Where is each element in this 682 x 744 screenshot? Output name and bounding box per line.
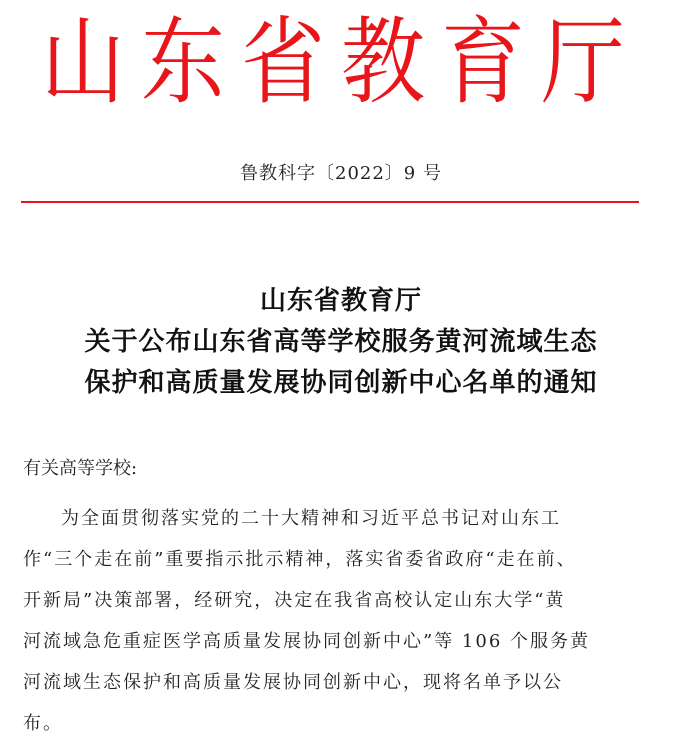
- paragraph-line: 河流域急危重症医学高质量发展协同创新中心”等 106 个服务黄: [23, 631, 590, 652]
- salutation: 有关高等学校:: [23, 458, 138, 479]
- document-number: 鲁教科字〔2022〕9 号: [240, 163, 442, 184]
- red-divider-line: [21, 201, 639, 203]
- title-line-issuer: 山东省教育厅: [259, 286, 422, 316]
- notice-title: [0, 281, 682, 404]
- paragraph-line: 开新局”决策部署，经研究，决定在我省高校认定山东大学“黄: [23, 590, 566, 611]
- paragraph-line: 为全面贯彻落实党的二十大精神和习近平总书记对山东工: [61, 508, 561, 529]
- paragraph-line: 河流域生态保护和高质量发展协同创新中心，现将名单予以公: [23, 672, 563, 693]
- agency-masthead: 山东省教育厅: [40, 7, 641, 118]
- paragraph-line: 布。: [23, 713, 63, 734]
- title-line-subject-2: 保护和高质量发展协同创新中心名单的通知: [84, 368, 598, 398]
- title-line-subject-1: 关于公布山东省高等学校服务黄河流域生态: [84, 327, 598, 357]
- paragraph-line: 作“三个走在前”重要指示批示精神，落实省委省政府“走在前、: [23, 549, 577, 570]
- body-paragraph: [23, 498, 663, 744]
